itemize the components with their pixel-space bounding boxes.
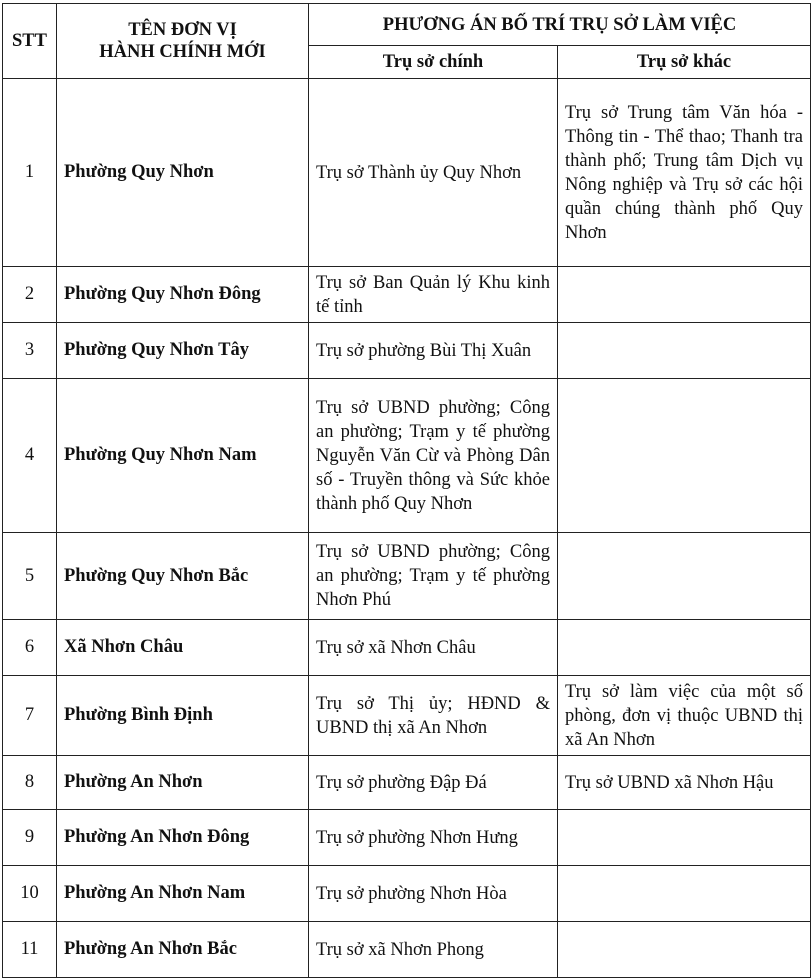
header-unit-line2: HÀNH CHÍNH MỚI — [99, 42, 266, 62]
row-unit-name: Phường Bình Định — [57, 676, 309, 756]
header-unit-line1: TÊN ĐƠN VỊ — [128, 20, 237, 40]
row-stt: 11 — [3, 922, 57, 978]
row-main-office — [309, 323, 558, 379]
table-row — [3, 379, 811, 533]
row-stt: 8 — [3, 756, 57, 810]
row-main-office — [309, 79, 558, 267]
row-unit-name: Phường Quy Nhơn Đông — [57, 267, 309, 323]
row-other-office — [558, 866, 811, 922]
row-other-office-text: Trụ sở làm việc của một số phòng, đơn vị thuộc UBND thị xã An Nhơn — [565, 681, 803, 750]
row-main-office — [309, 810, 558, 866]
row-main-office — [309, 379, 558, 533]
row-unit-name: Phường Quy Nhơn — [57, 79, 309, 267]
table-header — [3, 4, 811, 79]
row-main-office — [309, 267, 558, 323]
header-other-office: Trụ sở khác — [558, 46, 811, 79]
row-main-office-text: Trụ sở UBND phường; Công an phường; Trạm y tế phường Nhơn Phú — [316, 542, 550, 610]
table-row — [3, 620, 811, 676]
row-unit-name: Phường Quy Nhơn Bắc — [57, 533, 309, 620]
row-main-office-text: Trụ sở phường Bùi Thị Xuân — [316, 340, 532, 361]
table-row — [3, 676, 811, 756]
row-main-office-text: Trụ sở phường Nhơn Hưng — [316, 827, 518, 848]
row-other-office — [558, 676, 811, 756]
table-row — [3, 922, 811, 978]
row-unit-name: Phường An Nhơn — [57, 756, 309, 810]
row-main-office-text: Trụ sở Thành ủy Quy Nhơn — [316, 162, 522, 183]
header-plan: PHƯƠNG ÁN BỐ TRÍ TRỤ SỞ LÀM VIỆC — [309, 4, 811, 46]
header-stt: STT — [3, 4, 57, 79]
row-main-office — [309, 676, 558, 756]
row-other-office — [558, 756, 811, 810]
row-stt: 5 — [3, 533, 57, 620]
row-other-office — [558, 533, 811, 620]
row-stt: 4 — [3, 379, 57, 533]
row-other-office — [558, 620, 811, 676]
header-unit-name — [57, 4, 309, 79]
row-main-office — [309, 922, 558, 978]
row-main-office-text: Trụ sở phường Nhơn Hòa — [316, 883, 507, 904]
table-row — [3, 267, 811, 323]
row-other-office — [558, 379, 811, 533]
row-other-office — [558, 810, 811, 866]
row-stt: 9 — [3, 810, 57, 866]
table-row — [3, 533, 811, 620]
row-unit-name: Xã Nhơn Châu — [57, 620, 309, 676]
row-stt: 3 — [3, 323, 57, 379]
row-other-office — [558, 323, 811, 379]
row-stt: 1 — [3, 79, 57, 267]
row-stt: 10 — [3, 866, 57, 922]
row-main-office-text: Trụ sở Thị ủy; HĐND & UBND thị xã An Nhơn — [316, 693, 550, 738]
row-other-office-text: Trụ sở Trung tâm Văn hóa - Thông tin - Thể thao; Thanh tra thành phố; Trung tâm Dịch vụ Nông nghiệp và Trụ sở các hội quần chúng thành phố Quy Nhơn — [565, 102, 803, 243]
row-main-office-text: Trụ sở Ban Quản lý Khu kinh tế tỉnh — [316, 272, 550, 317]
row-other-office — [558, 922, 811, 978]
row-unit-name: Phường Quy Nhơn Tây — [57, 323, 309, 379]
table-row — [3, 323, 811, 379]
table-row — [3, 79, 811, 267]
table-row — [3, 756, 811, 810]
row-main-office-text: Trụ sở phường Đập Đá — [316, 772, 487, 793]
row-other-office — [558, 79, 811, 267]
row-unit-name: Phường Quy Nhơn Nam — [57, 379, 309, 533]
row-unit-name: Phường An Nhơn Bắc — [57, 922, 309, 978]
table-body — [3, 79, 811, 978]
header-main-office: Trụ sở chính — [309, 46, 558, 79]
row-unit-name: Phường An Nhơn Đông — [57, 810, 309, 866]
row-stt: 2 — [3, 267, 57, 323]
row-main-office-text: Trụ sở xã Nhơn Phong — [316, 939, 484, 960]
table-row — [3, 866, 811, 922]
row-main-office — [309, 866, 558, 922]
table-row — [3, 810, 811, 866]
row-main-office — [309, 533, 558, 620]
row-main-office — [309, 756, 558, 810]
row-main-office-text: Trụ sở xã Nhơn Châu — [316, 637, 476, 658]
row-stt: 6 — [3, 620, 57, 676]
row-other-office-text: Trụ sở UBND xã Nhơn Hậu — [565, 772, 774, 793]
row-unit-name: Phường An Nhơn Nam — [57, 866, 309, 922]
row-stt: 7 — [3, 676, 57, 756]
office-plan-table — [2, 3, 811, 978]
row-main-office-text: Trụ sở UBND phường; Công an phường; Trạm y tế phường Nguyễn Văn Cừ và Phòng Dân số - Truyền thông và Sức khỏe thành phố Quy Nhơn — [316, 397, 550, 514]
row-other-office — [558, 267, 811, 323]
row-main-office — [309, 620, 558, 676]
